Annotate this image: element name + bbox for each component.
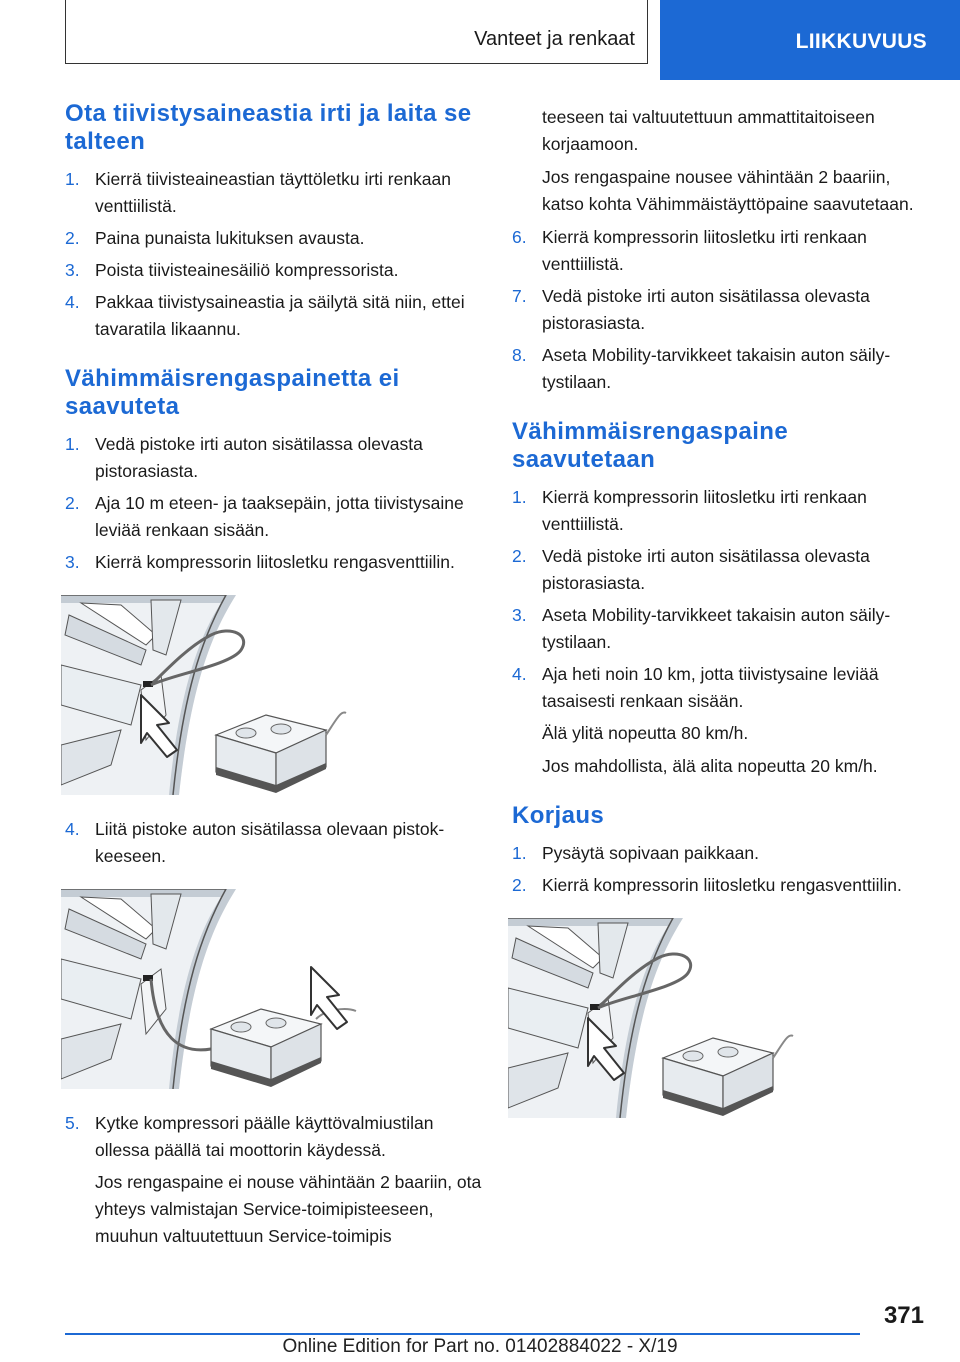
section-title: Vähimmäisrengaspaine saavutetaan [512, 418, 789, 473]
list-item: 1. Vedä pistoke irti auton sisätilassa olevasta pistorasiasta. [65, 434, 423, 481]
section-min-pressure-not-reached [65, 365, 485, 1250]
list-item: 3. Kierrä kompressorin liitosletku rengasventtiilin. [65, 552, 455, 572]
list-item: 5. Kytke kompressori päälle käyttövalmiustilan ollessa päällä tai moottorin käydessä. [65, 1113, 434, 1160]
list-item: 3. Aseta Mobility-tarvikkeet takaisin auton säilytystilaan. [512, 605, 891, 652]
page-number: 371 [883, 1302, 924, 1329]
continued-text: teeseen tai valtuutettuun ammattitaitoiseen korjaamoon. [542, 107, 875, 154]
chapter-tab [660, 0, 960, 80]
list-item: 6. Kierrä kompressorin liitosletku irti renkaan venttiilistä. [512, 227, 867, 274]
right-column [512, 104, 926, 1161]
list-item: 4. Liitä pistoke auton sisätilassa olevaan pistokkeeseen. [65, 819, 445, 866]
section-min-pressure-reached [512, 418, 926, 780]
list-item: 4. Aja heti noin 10 km, jotta tiivistysaine leviää tasaisesti renkaan sisään. [512, 664, 879, 711]
chapter-tab-label: LIIKKUVUUS [795, 30, 927, 53]
list-item: 2. Vedä pistoke irti auton sisätilassa olevasta pistorasiasta. [512, 546, 870, 593]
illustration-plug-in [61, 889, 361, 1089]
list-item: 1. Kierrä tiivisteaineastian täyttöletku irti renkaan venttiilistä. [65, 169, 452, 216]
section-title: Ota tiivistysaineastia irti ja laita se talteen [65, 100, 472, 155]
continued-steps [512, 224, 926, 396]
header-section-title: Vanteet ja renkaat [474, 28, 635, 50]
illustration-connect-hose [61, 595, 361, 795]
illustration-connect-hose-repair [508, 918, 808, 1118]
footer-edition: Online Edition for Part no. 01402884022 - X/19 [282, 1336, 678, 1357]
list-item: 8. Aseta Mobility-tarvikkeet takaisin auton säilytystilaan. [512, 345, 891, 392]
list-item: 1. Kierrä kompressorin liitosletku irti renkaan venttiilistä. [512, 487, 867, 534]
step-note: Jos rengaspaine nousee vähintään 2 baariin, katso kohta Vähimmäistäyttöpaine saavutetaan. [542, 167, 914, 214]
list-item: 4. Pakkaa tiivistysaineastia ja säilytä sitä niin, ettei tavaratila likaannu. [65, 292, 465, 339]
left-column [65, 100, 485, 1272]
step-note: Jos rengaspaine ei nouse vähintään 2 baariin, ota yhteys valmistajan Service-toimipisteeseen, muuhun valtuutettuun Service-toimipis [95, 1172, 482, 1246]
step-note: Jos mahdollista, älä alita nopeutta 20 km/h. [542, 756, 878, 776]
list-item: 1. Pysäytä sopivaan paikkaan. [512, 843, 759, 863]
header-box [65, 0, 648, 64]
section-title: Korjaus [512, 802, 605, 829]
section-remove-sealant [65, 100, 485, 343]
list-item: 2. Kierrä kompressorin liitosletku rengasventtiilin. [512, 875, 902, 895]
section-repair [512, 802, 926, 1139]
list-item: 3. Poista tiivisteainesäiliö kompressorista. [65, 260, 399, 280]
list-item: 2. Paina punaista lukituksen avausta. [65, 228, 365, 248]
step-note: Älä ylitä nopeutta 80 km/h. [542, 723, 749, 743]
section-title: Vähimmäisrengaspainetta ei saavuteta [65, 365, 400, 420]
footer-divider [65, 1333, 860, 1335]
list-item: 7. Vedä pistoke irti auton sisätilassa olevasta pistorasiasta. [512, 286, 870, 333]
list-item: 2. Aja 10 m eteen- ja taaksepäin, jotta tiivistysaine leviää renkaan sisään. [65, 493, 464, 540]
